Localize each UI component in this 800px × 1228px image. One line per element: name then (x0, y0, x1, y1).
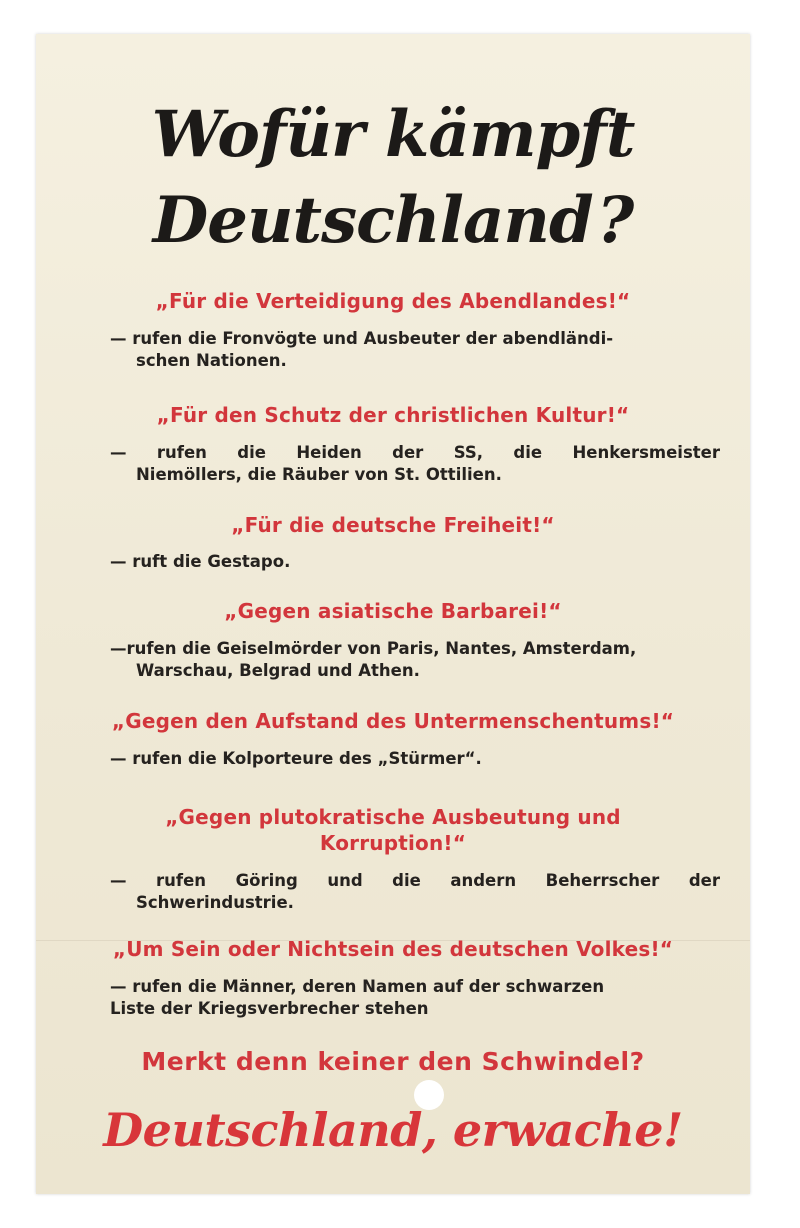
closing-question: Merkt denn keiner den Schwindel? (141, 1047, 645, 1076)
response-4-line-1: —rufen die Geiselmörder von Paris, Nantes, Amsterdam, (110, 639, 637, 658)
response-2-line-1: — rufen die Heiden der SS, die Henkersmeister (110, 443, 720, 462)
response-2-line-2: Niemöllers, die Räuber von St. Ottilien. (136, 465, 502, 484)
slogan-1: „Für die Verteidigung des Abendlandes!“ (155, 289, 631, 313)
slogan-3: „Für die deutsche Freiheit!“ (231, 513, 555, 537)
response-7 (110, 976, 720, 1020)
response-6 (110, 870, 720, 914)
slogan-4: „Gegen asiatische Barbarei!“ (224, 599, 562, 623)
slogan-6-line-1: „Gegen plutokratische Ausbeutung und (165, 805, 621, 829)
response-4 (110, 638, 720, 682)
slogan-7: „Um Sein oder Nichtsein des deutschen Volkes!“ (112, 937, 674, 961)
response-1 (110, 328, 720, 372)
response-1-line-2: schen Nationen. (136, 351, 287, 370)
response-4-line-2: Warschau, Belgrad und Athen. (136, 661, 420, 680)
response-5 (110, 748, 720, 770)
response-1-line-1: — rufen die Fronvögte und Ausbeuter der abendländi- (110, 329, 614, 348)
title-word: Deutschland (152, 183, 593, 258)
slogan-5: „Gegen den Aufstand des Untermenschentums!“ (111, 709, 675, 733)
response-7-line-1: — rufen die Männer, deren Namen auf der schwarzen (110, 977, 605, 996)
slogan-2: „Für den Schutz der christlichen Kultur!“ (156, 403, 630, 427)
response-2 (110, 442, 720, 486)
response-5-line-1: — rufen die Kolporteure des „Stürmer“. (110, 749, 482, 768)
slogan-6-line-2: Korruption!“ (319, 831, 467, 855)
title-question-mark: ? (596, 183, 634, 258)
response-6-line-1: — rufen Göring und die andern Beherrscher der (110, 871, 720, 890)
closing-call: Deutschland, erwache! (103, 1103, 683, 1157)
response-3-line-1: — ruft die Gestapo. (110, 552, 291, 571)
title-line-1: Wofür kämpft (151, 97, 635, 172)
response-6-line-2: Schwerindustrie. (136, 893, 294, 912)
title-line-2 (36, 178, 750, 264)
response-3 (110, 551, 720, 573)
response-7-line-2: Liste der Kriegsverbrecher stehen (110, 999, 429, 1018)
leaflet (36, 34, 750, 1194)
